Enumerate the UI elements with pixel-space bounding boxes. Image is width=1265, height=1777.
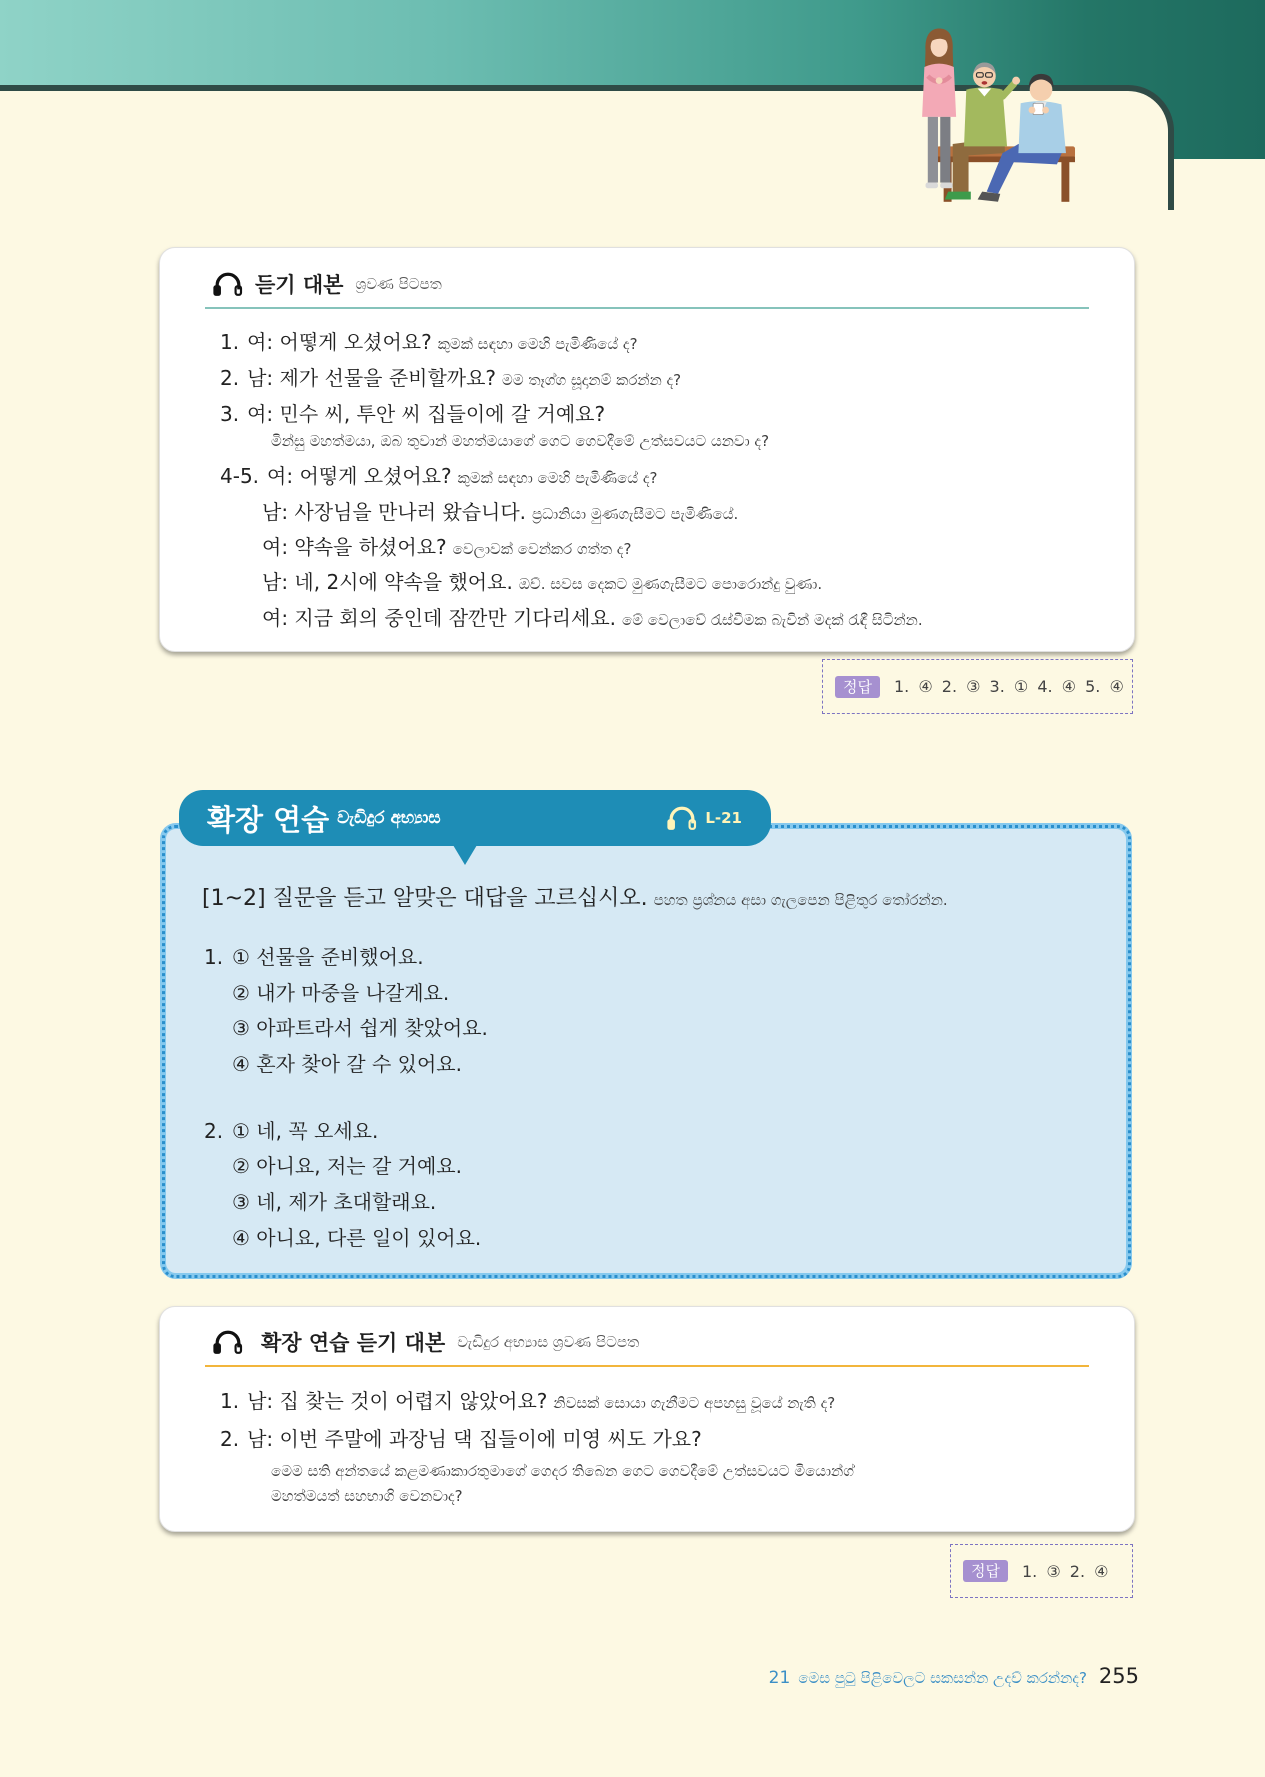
dialogue-line — [262, 568, 822, 596]
headphones-icon — [665, 805, 699, 831]
practice-script-line-2 — [220, 1425, 702, 1453]
line-number: 1. — [220, 330, 240, 354]
headphones-icon — [211, 1329, 245, 1355]
korean-text: 여: 민수 씨, 투안 씨 집들이에 갈 거예요? — [247, 402, 606, 426]
korean-text: 여: 어떻게 오셨어요? — [267, 464, 452, 488]
option-row: ② 아니요, 저는 갈 거예요. — [232, 1154, 462, 1178]
answer-badge: 정답 — [963, 1560, 1008, 1582]
script-line-2 — [220, 364, 681, 392]
sinhala-translation: ඔව්. සවස දෙකට මුණගැසීමට පොරොන්දු වුණා. — [518, 575, 823, 593]
answer-key-box — [950, 1544, 1133, 1598]
line-number: 2. — [220, 366, 240, 390]
extended-practice-box — [160, 823, 1132, 1279]
instruction-sinhala: පහත ප්‍රශ්නය අසා ගැලපෙන පිළිතුර තෝරන්න. — [653, 891, 948, 909]
extended-practice-tab — [179, 790, 771, 846]
script-line-1 — [220, 328, 638, 356]
track-number: L-21 — [705, 809, 742, 827]
sinhala-translation: කුමක් සඳහා මෙහි පැමිණියේ ද? — [437, 335, 638, 353]
instruction-korean: [1~2] 질문을 듣고 알맞은 대답을 고르십시오. — [202, 886, 648, 911]
answer-key-box — [822, 659, 1133, 714]
page-number: 255 — [1098, 1664, 1139, 1688]
dialogue-line — [262, 604, 923, 632]
listening-script-title: 듣기 대본 — [255, 273, 344, 297]
audio-track — [665, 790, 742, 846]
sinhala-translation: මේ වෙලාවේ රැස්වීමක බැවින් මදක් රැඳී සිටින්න. — [622, 611, 923, 629]
page-footer — [769, 1664, 1139, 1688]
chapter-number: 21 — [768, 1668, 791, 1688]
line-number: 3. — [220, 402, 240, 426]
option-row: ① 선물을 준비했어요. — [232, 945, 424, 969]
line-number: 2. — [220, 1427, 240, 1451]
practice-script-card — [159, 1306, 1135, 1532]
seated-old-man — [945, 63, 1020, 200]
option-row: ④ 아니요, 다른 일이 있어요. — [232, 1226, 482, 1250]
sinhala-translation: කුමක් සඳහා මෙහි පැමිණියේ ද? — [457, 469, 658, 487]
option-row: ③ 아파트라서 쉽게 찾았어요. — [232, 1016, 488, 1040]
question-number: 2. — [204, 1119, 224, 1143]
korean-text: 여: 어떻게 오셨어요? — [247, 330, 432, 354]
dialogue-line — [262, 498, 738, 526]
header-divider — [205, 1365, 1089, 1367]
practice-instruction — [202, 884, 948, 914]
sinhala-translation: මින්සු මහත්මයා, ඔබ තුවාන් මහත්මයාගේ ගෙට ගෙවදීමේ උත්සවයට යනවා ද? — [271, 432, 770, 450]
practice-script-line-1 — [220, 1387, 835, 1415]
korean-text: 남: 네, 2시에 약속을 했어요. — [262, 570, 513, 594]
sinhala-translation: ප්‍රධානියා මුණගැසීමට පැමිණියේ. — [532, 505, 739, 523]
korean-text: 남: 집 찾는 것이 어렵지 않았어요? — [247, 1389, 548, 1413]
dialogue-line — [262, 533, 631, 561]
answer-text: 1. ④ 2. ③ 3. ① 4. ④ 5. ④ — [893, 677, 1124, 696]
sinhala-translation: නිවසක් සොයා ගැනීමට අපහසු වූයේ නැති ද? — [553, 1394, 836, 1412]
korean-text: 여: 지금 회의 중인데 잠깐만 기다리세요. — [262, 606, 617, 630]
script-line-3 — [220, 400, 605, 428]
practice-script-subtitle: වැඩිදුර අභ්‍යාස ශ්‍රවණ පිටපත — [457, 1333, 640, 1351]
answer-text: 1. ③ 2. ④ — [1021, 1561, 1109, 1581]
practice-script-title: 확장 연습 듣기 대본 — [261, 1331, 446, 1355]
answer-badge: 정답 — [835, 676, 880, 698]
option-row: ① 네, 꼭 오세요. — [232, 1119, 379, 1143]
practice-subtitle: වැඩිදුර අභ්‍යාස — [337, 808, 441, 828]
sinhala-translation: මෙම සති අන්තයේ කළමණාකාරතුමාගේ ගෙදර තිබෙන ගෙට ගෙවදීමේ උත්සවයට මියොන්ග් — [271, 1462, 854, 1480]
question-number: 1. — [204, 945, 224, 969]
option-row: ② 내가 마중을 나갈게요. — [232, 981, 450, 1005]
line-number: 1. — [220, 1389, 240, 1413]
korean-text: 남: 제가 선물을 준비할까요? — [247, 366, 497, 390]
listening-script-subtitle: ශ්‍රවණ පිටපත — [355, 275, 442, 293]
listening-script-header — [211, 268, 442, 300]
practice-script-header — [211, 1326, 639, 1358]
people-on-bench-illustration — [918, 24, 1078, 212]
listening-script-card — [159, 247, 1135, 652]
chapter-title: මෙස පුටු පිළිවෙලට සකසන්න උදව් කරන්නද? — [798, 1669, 1087, 1687]
script-line-4 — [220, 462, 657, 490]
sinhala-translation: මහත්මයත් සහභාගි වෙනවාද? — [271, 1487, 463, 1505]
line-number: 4-5. — [220, 464, 260, 488]
korean-text: 남: 이번 주말에 과장님 댁 집들이에 미영 씨도 가요? — [247, 1427, 702, 1451]
header-divider — [205, 307, 1089, 309]
practice-title: 확장 연습 — [207, 802, 330, 837]
sinhala-translation: වෙලාවක් වෙන්කර ගත්ත ද? — [452, 540, 632, 558]
sinhala-translation: මම තෑග්ග සූදානම් කරන්න ද? — [502, 371, 682, 389]
korean-text: 남: 사장님을 만나러 왔습니다. — [262, 500, 527, 524]
headphones-icon — [211, 271, 245, 297]
option-row: ④ 혼자 찾아 갈 수 있어요. — [232, 1052, 462, 1076]
option-row: ③ 네, 제가 초대할래요. — [232, 1190, 437, 1214]
korean-text: 여: 약속을 하셨어요? — [262, 535, 447, 559]
